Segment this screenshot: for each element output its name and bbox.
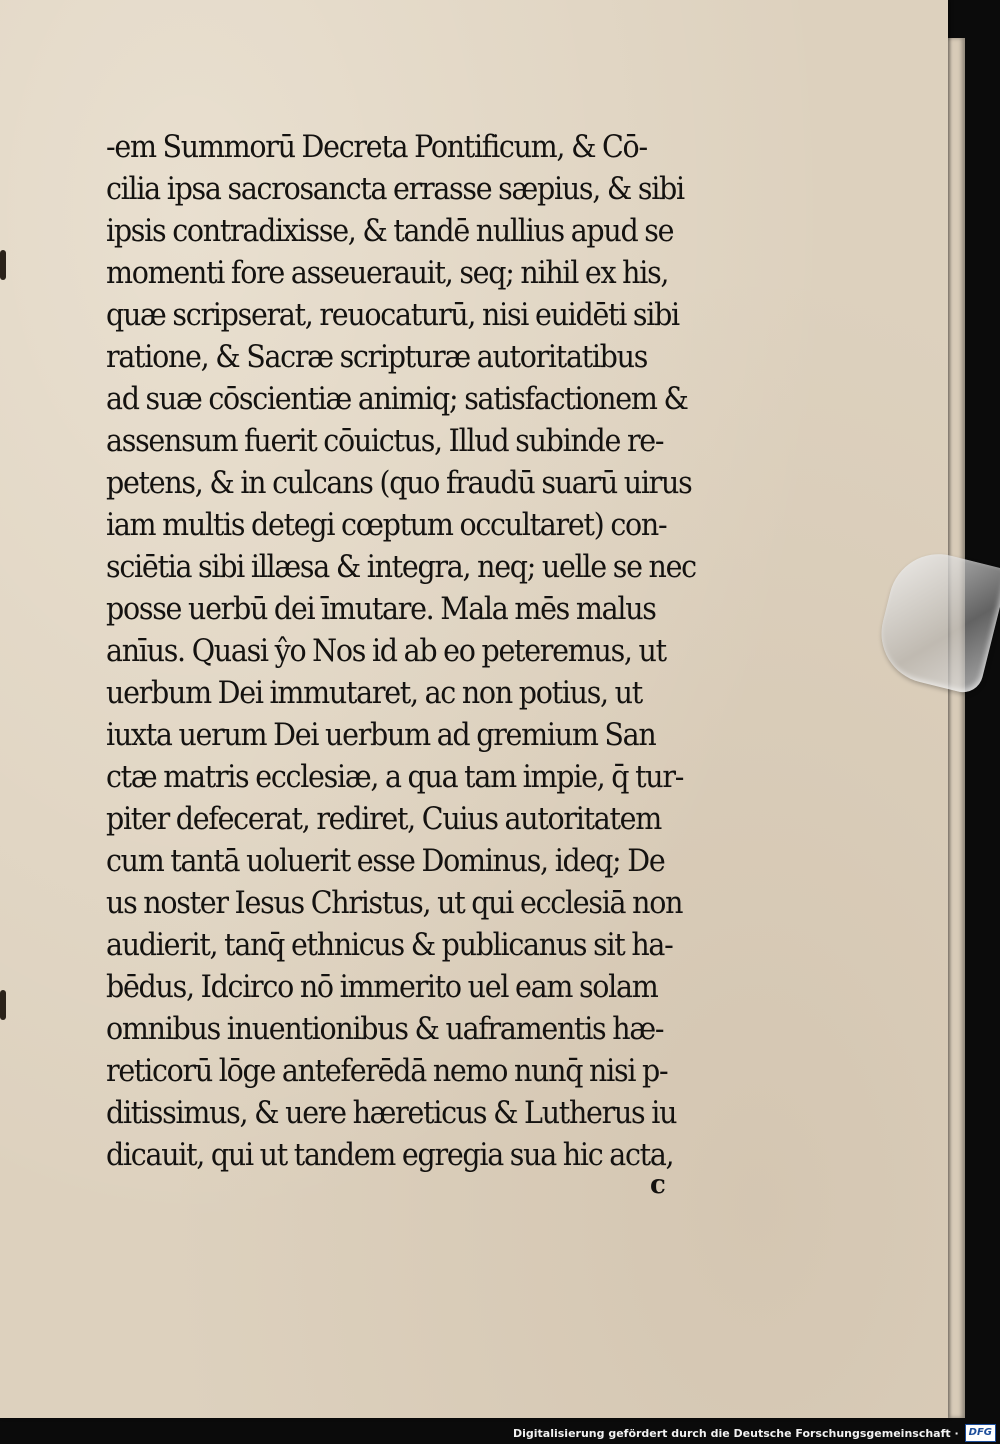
- text-line: petens, & in culcans (quo fraudū suarū uirus: [106, 465, 692, 501]
- signature-mark: c: [650, 1170, 666, 1200]
- binding-mark: [0, 990, 6, 1020]
- text-line: sciētia sibi illæsa & integra, neq; uelle se nec: [106, 549, 696, 585]
- text-line: ipsis contradixisse, & tandē nullius apud se: [106, 213, 674, 249]
- footer-credit: Digitalisierung gefördert durch die Deutsche Forschungsgemeinschaft ·: [512, 1426, 959, 1440]
- text-line: ditissimus, & uere hæreticus & Lutherus iu: [106, 1095, 677, 1131]
- digitization-footer: [505, 1422, 1000, 1444]
- text-line: piter defecerat, rediret, Cuius autoritatem: [106, 801, 661, 837]
- text-line: reticorū lōge anteferēdā nemo nunq̄ nisi p-: [106, 1053, 668, 1089]
- text-line: cum tantā uoluerit esse Dominus, ideq; De: [106, 843, 665, 879]
- text-line: ratione, & Sacræ scripturæ autoritatibus: [106, 339, 648, 375]
- text-line: -em Summorū Decreta Pontificum, & Cō-: [106, 129, 647, 165]
- text-line: bēdus, Idcirco nō immerito uel eam solam: [106, 969, 658, 1005]
- text-line: audierit, tanq̄ ethnicus & publicanus sit ha-: [106, 927, 673, 963]
- dfg-logo-icon: DFG: [965, 1424, 996, 1442]
- text-line: cilia ipsa sacrosancta errasse sæpius, & sibi: [106, 171, 684, 207]
- text-line: uerbum Dei immutaret, ac non potius, ut: [106, 675, 642, 711]
- text-line: anīus. Quasi ŷo Nos id ab eo peteremus, ut: [106, 633, 666, 669]
- text-line: omnibus inuentionibus & uaframentis hæ-: [106, 1011, 664, 1047]
- text-line: dicauit, qui ut tandem egregia sua hic acta,: [106, 1137, 674, 1173]
- text-line: posse uerbū dei īmutare. Mala mēs malus: [106, 591, 656, 627]
- text-line: momenti fore asseuerauit, seq; nihil ex his,: [106, 255, 669, 291]
- text-line: iam multis detegi cœptum occultaret) con-: [106, 507, 667, 543]
- text-line: iuxta uerum Dei uerbum ad gremium San: [106, 717, 656, 753]
- text-line: ad suæ cōscientiæ animiq; satisfactionem &: [106, 381, 688, 417]
- text-line: ctæ matris ecclesiæ, a qua tam impie, q̄ tur-: [106, 759, 684, 795]
- text-line: assensum fuerit cōuictus, Illud subinde re-: [106, 423, 664, 459]
- page-text: [106, 126, 766, 1176]
- binding-mark: [0, 250, 6, 280]
- text-line: us noster Iesus Christus, ut qui ecclesiā non: [106, 885, 683, 921]
- text-line: quæ scripserat, reuocaturū, nisi euidēti sibi: [106, 297, 679, 333]
